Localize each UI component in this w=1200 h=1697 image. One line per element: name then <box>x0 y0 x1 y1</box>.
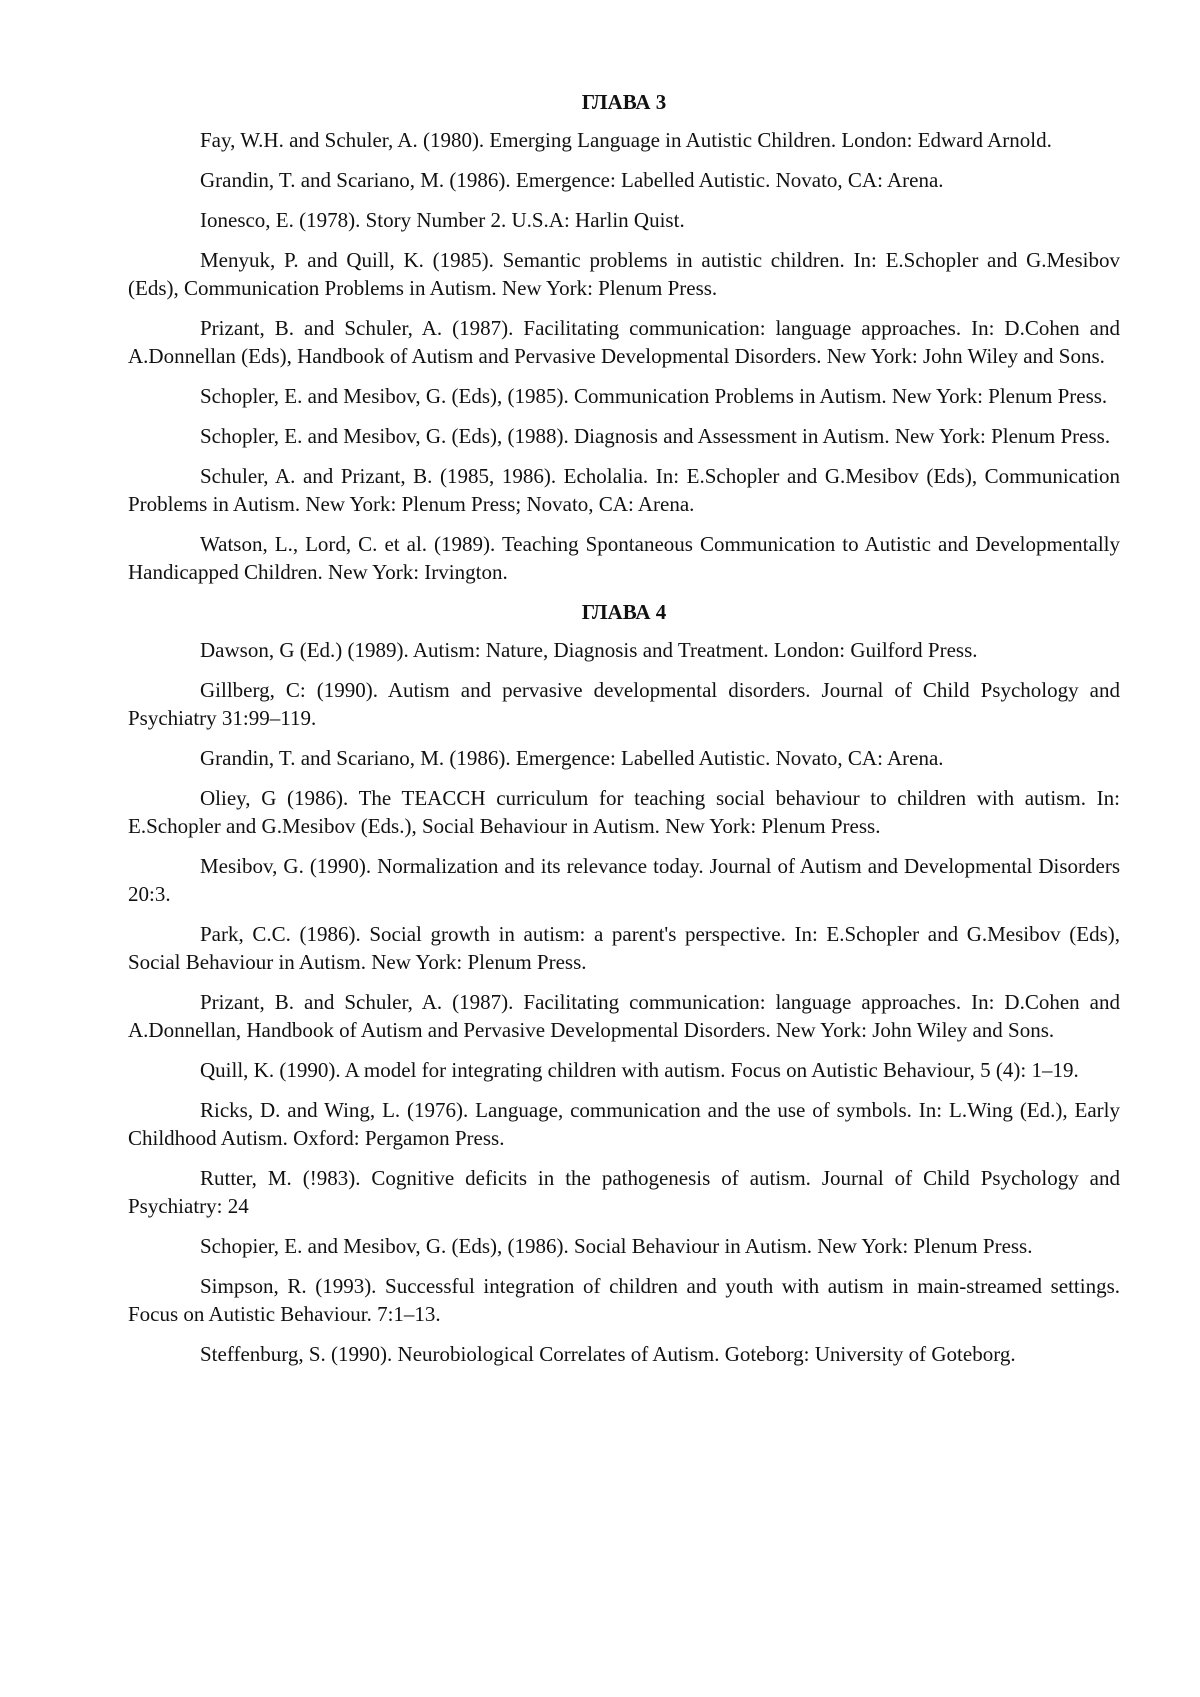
reference-entry: Schopler, E. and Mesibov, G. (Eds), (1985). Communication Problems in Autism. New York: Plenum Press. <box>200 384 1108 408</box>
reference-entry: Dawson, G (Ed.) (1989). Autism: Nature, Diagnosis and Treatment. London: Guilford Press. <box>200 638 978 662</box>
chapter-4-heading: ГЛАВА 4 <box>581 600 667 624</box>
reference-entry: Grandin, T. and Scariano, M. (1986). Emergence: Labelled Autistic. Novato, CA: Arena. <box>200 746 944 770</box>
reference-entry: Schopler, E. and Mesibov, G. (Eds), (1988). Diagnosis and Assessment in Autism. New York: Plenum Press. <box>200 424 1111 448</box>
reference-entry: Schopier, E. and Mesibov, G. (Eds), (1986). Social Behaviour in Autism. New York: Plenum Press. <box>200 1234 1033 1258</box>
bibliography-page <box>128 88 1120 1380</box>
reference-entry: Grandin, T. and Scariano, M. (1986). Emergence: Labelled Autistic. Novato, CA: Arena. <box>200 168 944 192</box>
reference-entry: Prizant, B. and Schuler, A. (1987). Facilitating communication: language approaches. In: D.Cohen and A.Donnellan, Handbook of Autism and Pervasive Developmental Disorders. New York: John Wiley and Sons. <box>128 990 1120 1042</box>
reference-entry: Oliey, G (1986). The TEACCH curriculum for teaching social behaviour to children with autism. In: E.Schopler and G.Mesibov (Eds.), Social Behaviour in Autism. New York: Plenum Press. <box>128 786 1120 838</box>
chapter-3-heading: ГЛАВА 3 <box>581 90 667 114</box>
reference-entry: Rutter, M. (!983). Cognitive deficits in the pathogenesis of autism. Journal of Child Psychology and Psychiatry: 24 <box>128 1166 1120 1218</box>
reference-entry: Fay, W.H. and Schuler, A. (1980). Emerging Language in Autistic Children. London: Edward Arnold. <box>200 128 1052 152</box>
chapter-3-section <box>128 88 1120 586</box>
reference-entry: Watson, L., Lord, C. et al. (1989). Teaching Spontaneous Communication to Autistic and Developmentally Handicapped Children. New York: Irvington. <box>128 532 1120 584</box>
reference-entry: Menyuk, P. and Quill, K. (1985). Semantic problems in autistic children. In: E.Schopler and G.Mesibov (Eds), Communication Problems in Autism. New York: Plenum Press. <box>128 248 1120 300</box>
reference-entry: Simpson, R. (1993). Successful integration of children and youth with autism in main-streamed settings. Focus on Autistic Behaviour. 7:1–13. <box>128 1274 1120 1326</box>
reference-entry: Schuler, A. and Prizant, B. (1985, 1986). Echolalia. In: E.Schopler and G.Mesibov (Eds), Communication Problems in Autism. New York: Plenum Press; Novato, CA: Arena. <box>128 464 1120 516</box>
chapter-4-section <box>128 598 1120 1368</box>
reference-entry: Steffenburg, S. (1990). Neurobiological Correlates of Autism. Goteborg: University of Goteborg. <box>200 1342 1016 1366</box>
reference-entry: Gillberg, C: (1990). Autism and pervasive developmental disorders. Journal of Child Psychology and Psychiatry 31:99–119. <box>128 678 1120 730</box>
reference-entry: Quill, K. (1990). A model for integrating children with autism. Focus on Autistic Behaviour, 5 (4): 1–19. <box>200 1058 1079 1082</box>
reference-entry: Ionesco, E. (1978). Story Number 2. U.S.A: Harlin Quist. <box>200 208 685 232</box>
reference-entry: Ricks, D. and Wing, L. (1976). Language, communication and the use of symbols. In: L.Wing (Ed.), Early Childhood Autism. Oxford: Pergamon Press. <box>128 1098 1120 1150</box>
reference-entry: Prizant, B. and Schuler, A. (1987). Facilitating communication: language approaches. In: D.Cohen and A.Donnellan (Eds), Handbook of Autism and Pervasive Developmental Disorders. New York: John Wiley and Sons. <box>128 316 1120 368</box>
reference-entry: Mesibov, G. (1990). Normalization and its relevance today. Journal of Autism and Developmental Disorders 20:3. <box>128 854 1120 906</box>
reference-entry: Park, C.C. (1986). Social growth in autism: a parent's perspective. In: E.Schopler and G.Mesibov (Eds), Social Behaviour in Autism. New York: Plenum Press. <box>128 922 1120 974</box>
